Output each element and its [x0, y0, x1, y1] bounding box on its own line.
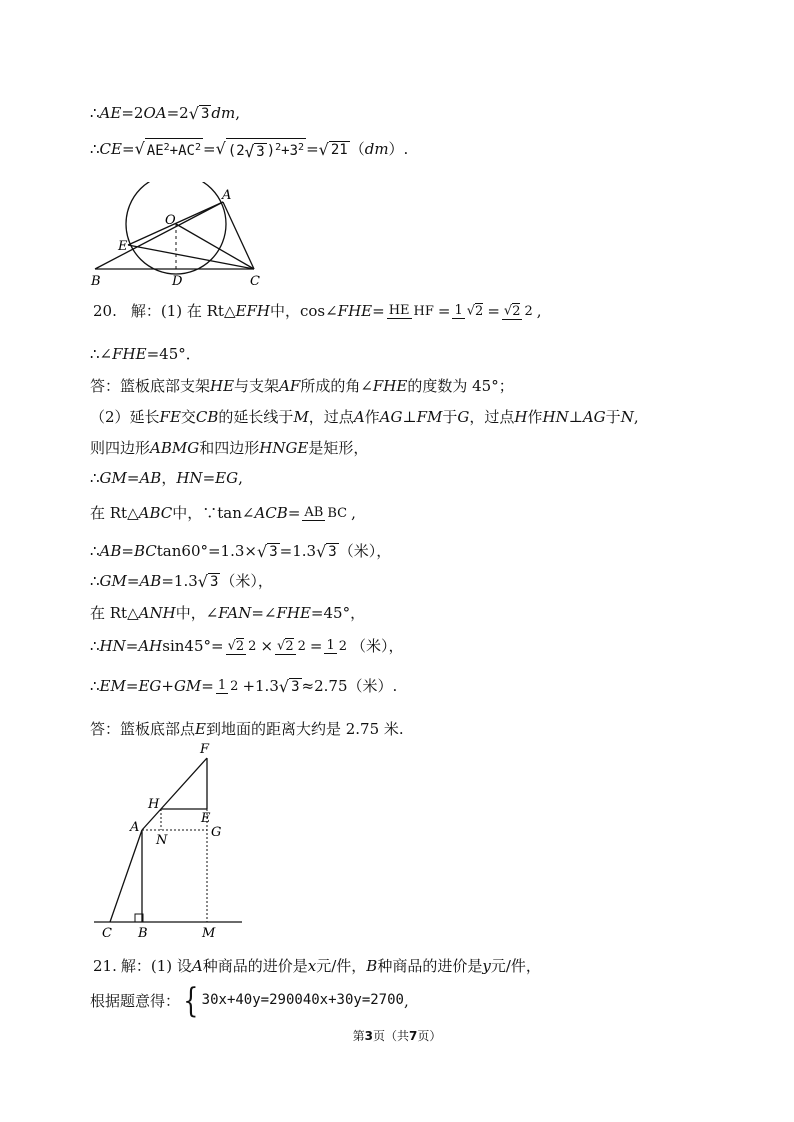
line-fhe-45 — [90, 343, 201, 364]
text: = — [202, 140, 216, 159]
text: 解：(1) 在 Rt△ — [130, 302, 236, 320]
line-em-value: ∴EM=EG+GM= 1 2 +1.3√ 3 ≈2.75（米）. — [90, 677, 398, 696]
unit-dm: dm — [364, 140, 389, 159]
fraction-1-sqrt2: 1 √2 — [454, 303, 484, 319]
therefore-symbol: ∴ — [90, 104, 100, 122]
fraction-he-hf: HE HF — [388, 303, 434, 319]
fraction-ab-bc: AB BC — [304, 505, 348, 521]
line-answer-2: 答：篮板底部点E到地面的距离大约是 2.75 米. — [90, 720, 404, 738]
label-o: O — [165, 213, 176, 228]
line-21: 21. 解：(1) 设A种商品的进价是x元/件，B种商品的进价是y元/件， — [93, 957, 541, 975]
label-b: B — [138, 926, 148, 940]
label-f: F — [200, 742, 210, 757]
text: ∴∠ — [90, 345, 113, 363]
segment-af — [142, 758, 207, 830]
text: 所成的角∠ — [300, 377, 373, 395]
label-c: C — [102, 926, 112, 940]
text: 中，cos∠ — [269, 302, 338, 320]
text: 的度数为 45°； — [407, 377, 514, 395]
text-ae: AE — [99, 104, 122, 122]
line-gm-value: ∴GM=AB=1.3√ 3 （米）， — [90, 572, 273, 591]
label-c: C — [250, 274, 260, 289]
line-answer-1 — [90, 375, 514, 396]
text: = — [487, 302, 500, 320]
label-e: E — [118, 239, 128, 254]
text: = — [437, 302, 451, 320]
line-20-part1 — [93, 300, 542, 321]
text: = — [372, 302, 385, 320]
question-number: 20. — [93, 302, 117, 320]
text: （ — [349, 140, 365, 159]
label-d: D — [172, 274, 183, 289]
figure-basketball-stand — [92, 740, 252, 940]
text: FHE — [372, 377, 408, 395]
segment-ca — [110, 830, 142, 922]
line-part2-construction: （2）延长FE交CB的延长线于M，过点A作AG⊥FM于G，过点H作HN⊥AG于N, — [90, 408, 639, 426]
text: EFH — [235, 302, 270, 320]
page-footer: 第3页（共7页） — [352, 1029, 442, 1043]
text: FHE — [112, 345, 147, 363]
text: =45°． — [146, 345, 201, 363]
line-ae — [90, 102, 240, 123]
line-gm-ab: ∴GM=AB，HN=EG, — [90, 469, 243, 487]
text: AF — [279, 377, 301, 395]
sqrt: √ 3 — [188, 104, 210, 123]
line-anh: 在 Rt△ANH中，∠FAN=∠FHE=45°， — [90, 604, 366, 622]
text: 与支架 — [234, 377, 280, 395]
label-h: H — [148, 797, 160, 812]
sqrt: √ $AE^2+AC^2$ — [134, 139, 201, 160]
sqrt: √ (2√ 3 )$^2+3^2$ — [215, 139, 305, 161]
line-hn-value: ∴HN=AHsin45°= √2 2 × √2 2 = 1 2 （米）， — [90, 637, 404, 655]
text: , — [235, 104, 240, 122]
label-b: B — [91, 274, 101, 289]
label-g: G — [211, 825, 222, 840]
segment-oc — [176, 224, 254, 269]
line-ce — [90, 138, 408, 161]
text: FHE — [337, 302, 373, 320]
text: = — [306, 140, 319, 159]
label-e: E — [201, 811, 211, 826]
label-m: M — [202, 926, 216, 940]
label-a: A — [222, 188, 232, 203]
line-system: 根据题意得：{ 30x+40y=290040x+30y=2700, — [90, 981, 409, 1021]
text: ）. — [388, 140, 409, 159]
therefore-symbol: ∴ — [90, 140, 100, 159]
text: 答：篮板底部支架 — [90, 377, 211, 395]
line-rectangles: 则四边形ABMG和四边形HNGE是矩形， — [90, 439, 369, 457]
fraction-sqrt2-2: √2 2 — [503, 303, 533, 319]
sqrt: √ 21 — [318, 140, 348, 160]
text-ce: CE — [99, 140, 122, 159]
text: = — [121, 140, 135, 159]
line-tan-acb: 在 Rt△ABC中，∵tan∠ACB= AB BC , — [90, 504, 356, 522]
label-a: A — [130, 820, 140, 835]
figure-circle — [88, 182, 278, 292]
label-n: N — [156, 833, 168, 848]
text: HE — [210, 377, 235, 395]
text: , — [536, 302, 542, 320]
text: =2 — [121, 104, 144, 122]
brace-icon: { — [183, 981, 199, 1021]
text-oa: OA — [143, 104, 167, 122]
text: =2 — [166, 104, 189, 122]
equation-system: 30x+40y=290040x+30y=2700 — [201, 992, 404, 1009]
segment-ac — [223, 202, 254, 269]
line-ab-value: ∴AB=BCtan60°=1.3×√ 3 =1.3√ 3 （米）， — [90, 542, 392, 561]
unit-dm: dm — [211, 104, 236, 122]
